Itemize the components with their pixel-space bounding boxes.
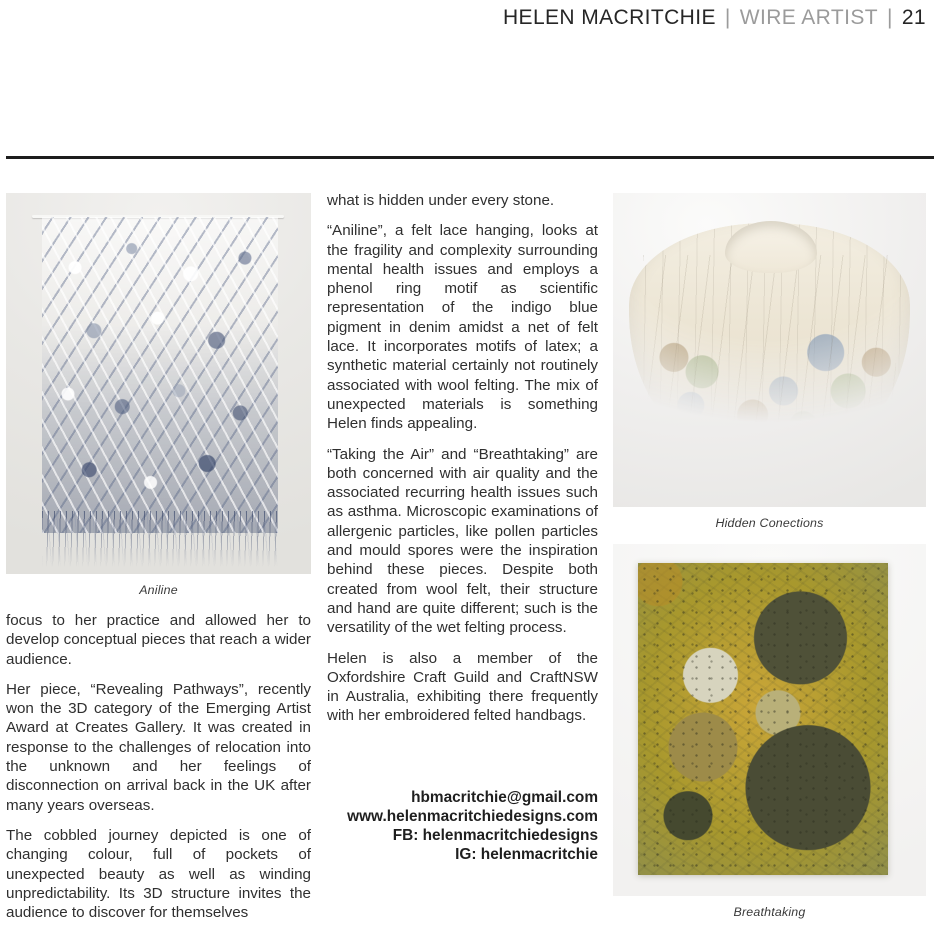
contact-email[interactable]: hbmacritchie@gmail.com [411, 788, 598, 806]
middle-column-body [327, 191, 598, 726]
middle-paragraph-1: what is hidden under every stone. [327, 192, 555, 209]
hidden-conections-artwork [613, 193, 926, 507]
cape-folds [643, 255, 896, 463]
figure-breathtaking [613, 544, 926, 919]
caption-hidden-conections: Hidden Conections [715, 516, 824, 530]
running-header [503, 6, 926, 30]
header-rule [6, 156, 934, 159]
caption-breathtaking: Breathtaking [733, 905, 806, 919]
middle-column [327, 191, 598, 864]
aniline-artwork [6, 193, 311, 574]
breathtaking-speckle-texture [638, 563, 888, 875]
left-paragraph-1: focus to her practice and allowed her to develop conceptual pieces that reach a wider audience. [6, 612, 311, 668]
contact-website[interactable]: www.helenmacritchiedesigns.com [347, 807, 598, 825]
left-paragraph-3: The cobbled journey depicted is one of changing colour, full of pockets of unexpected beauty as well as winding unpredictability. Its 3D structure invites the audience to discover for themselves [6, 826, 311, 922]
left-paragraph-2: Her piece, “Revealing Pathways”, recently won the 3D category of the Emerging Artist Award at Creates Gallery. It was created in response to the challenges of relocation into the unknown and her feelings of disconnection on arrival back in the UK after many years overseas. [6, 680, 311, 814]
right-column [613, 193, 926, 919]
middle-paragraph-2: “Aniline”, a felt lace hanging, looks at the fragility and complexity surrounding mental health issues and employs a phenol ring motif as scientific representation of the indigo blue pigment in denim amidst a net of felt lace. It incorporates motifs of latex; a synthetic material certainly not routinely associated with wool felting. The mix of unexpected materials is something Helen finds appealing. [327, 222, 598, 433]
contact-block [327, 788, 598, 864]
contact-instagram[interactable]: IG: helenmacritchie [455, 845, 598, 863]
figure-hidden-conections [613, 193, 926, 530]
header-page-number: 21 [901, 6, 926, 29]
aniline-fringe [42, 511, 278, 567]
middle-paragraph-3: “Taking the Air” and “Breathtaking” are both concerned with air quality and the associated recurring health issues such as asthma. Microscopic examinations of allergenic particles, like pollen particles and mould spores were the inspiration behind these pieces. Despite both created from wool felt, their structure and hand are quite different; such is the versatility of the wet felting process. [327, 445, 598, 637]
middle-paragraph-4: Helen is also a member of the Oxfordshire Craft Guild and CraftNSW in Australia, exhibiting there frequently with her embroidered felted handbags. [327, 649, 598, 725]
breathtaking-artwork [613, 544, 926, 896]
header-artist-role: WIRE ARTIST [739, 6, 878, 29]
contact-facebook[interactable]: FB: helenmacritchiedesigns [392, 826, 598, 844]
header-separator-1: | [724, 6, 731, 29]
figure-aniline [6, 193, 311, 597]
caption-aniline: Aniline [139, 583, 178, 597]
header-artist-name: HELEN MACRITCHIE [502, 6, 716, 29]
left-column-body [6, 611, 311, 922]
header-separator-2: | [886, 6, 893, 29]
aniline-lace-net [42, 217, 278, 533]
left-column [6, 193, 311, 922]
